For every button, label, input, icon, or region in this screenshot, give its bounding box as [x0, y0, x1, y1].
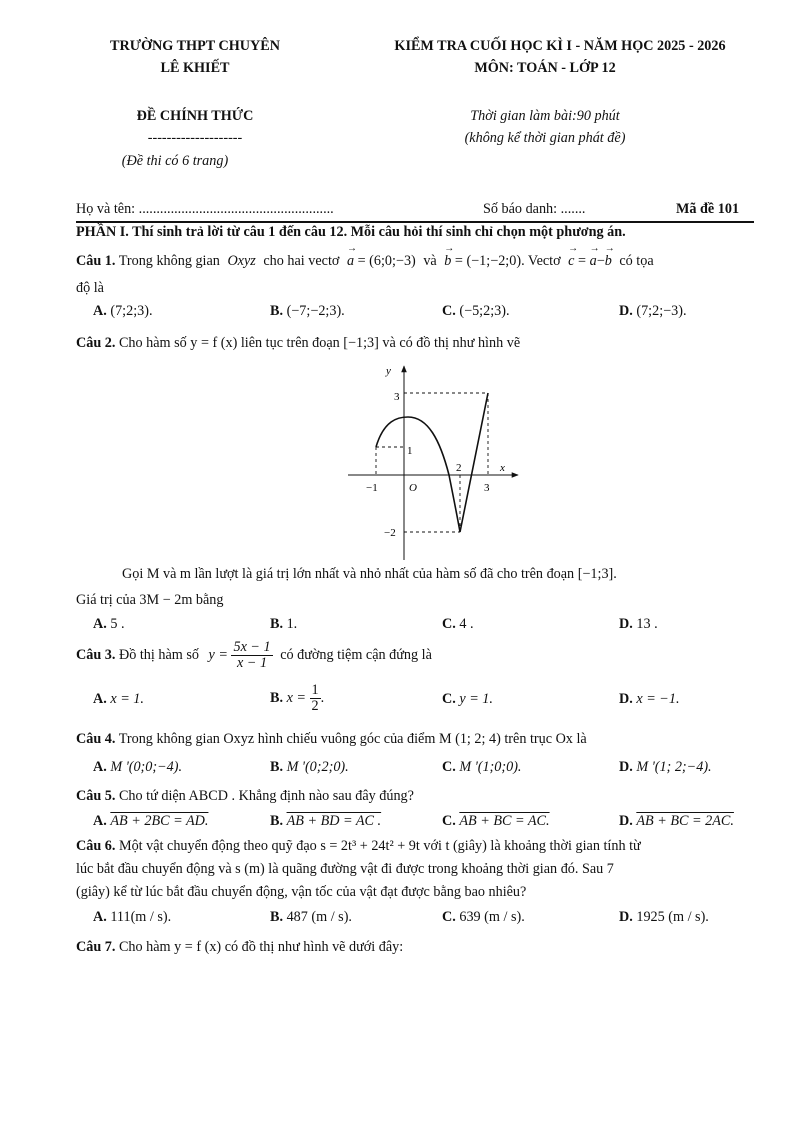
q4-option-b[interactable]: B. M '(0;2;0). — [270, 759, 349, 775]
q6-option-d[interactable]: D. 1925 (m / s). — [619, 909, 709, 925]
function-curve — [376, 393, 488, 532]
q5-option-c[interactable]: C. AB + BC = AC. — [442, 813, 550, 829]
q1-option-d[interactable]: D. (7;2;−3). — [619, 303, 687, 319]
question-6-line2: lúc bắt đầu chuyển động và s (m) là quãng đường vật đi được trong khoảng thời gian đó. Sau 7 — [76, 861, 614, 877]
q3-option-d[interactable]: D. x = −1. — [619, 691, 680, 707]
official-label: ĐỀ CHÍNH THỨC — [136, 108, 254, 124]
q3-fraction: $\frac{5x - 1}{x - 1}$ — [233, 639, 271, 671]
q6-option-a[interactable]: A. 111(m / s). — [93, 909, 172, 925]
q6-option-b[interactable]: B. 487 (m / s). — [270, 909, 352, 925]
q3-option-c[interactable]: C. y = 1. — [442, 691, 493, 707]
guide-lines — [376, 393, 488, 532]
q5-option-d[interactable]: D. AB + BC = 2AC. — [619, 813, 734, 829]
x-tick-3: 3 — [484, 482, 490, 494]
question-7: Câu 7. Cho hàm y = f (x) có đồ thị như hình vẽ dưới đây: — [76, 939, 404, 955]
exam-time: Thời gian làm bài:90 phút — [470, 108, 620, 124]
question-1-line2: độ là — [76, 280, 104, 296]
question-6-line3: (giây) kể từ lúc bắt đầu chuyển động, vận tốc của vật đạt được bằng bao nhiêu? — [76, 884, 527, 900]
question-5: Câu 5. Cho tứ diện ABCD . Khẳng định nào sau đây đúng? — [76, 788, 414, 804]
exam-code: Mã đề 101 — [676, 201, 740, 217]
q5-option-a[interactable]: A. AB + 2BC = AD. — [93, 813, 209, 829]
header-divider — [76, 221, 754, 223]
question-2: Câu 2. Cho hàm số y = f (x) liên tục trên đoạn [−1;3] và có đồ thị như hình vẽ — [76, 335, 521, 351]
origin-label: O — [409, 482, 417, 494]
q1-option-b[interactable]: B. (−7;−2;3). — [270, 303, 345, 319]
part1-heading: PHẦN I. Thí sinh trả lời từ câu 1 đến câu 12. Mỗi câu hỏi thí sinh chỉ chọn một phương án. — [76, 224, 626, 240]
q2-option-a[interactable]: A. 5 . — [93, 616, 125, 632]
q3-option-a[interactable]: A. x = 1. — [93, 691, 144, 707]
q6-option-c[interactable]: C. 639 (m / s). — [442, 909, 525, 925]
school-name-line2: LÊ KHIẾT — [160, 60, 230, 76]
question-2-ask: Giá trị của 3M − 2m bằng — [76, 592, 224, 608]
q4-option-d[interactable]: D. M '(1; 2;−4). — [619, 759, 712, 775]
exam-title: KIỂM TRA CUỐI HỌC KÌ I - NĂM HỌC 2025 - 2026 — [394, 38, 726, 54]
exam-time-note: (không kể thời gian phát đề) — [464, 130, 626, 146]
official-dashes: -------------------- — [147, 130, 243, 146]
question-4: Câu 4. Trong không gian Oxyz hình chiếu vuông góc của điểm M (1; 2; 4) trên trục Ox là — [76, 731, 587, 747]
q3-option-b[interactable]: B. x = $\frac{1}{2}$ . — [270, 682, 325, 714]
name-field: Họ và tên: ....................................................... — [76, 201, 334, 217]
q2-option-c[interactable]: C. 4 . — [442, 616, 474, 632]
x-tick-neg1: −1 — [366, 482, 378, 494]
q4-option-c[interactable]: C. M '(1;0;0). — [442, 759, 522, 775]
q5-option-b[interactable]: B. AB + BD = AC . — [270, 813, 382, 829]
question-2-after: Gọi M và m lần lượt là giá trị lớn nhất và nhỏ nhất của hàm số đã cho trên đoạn [−1;3]. — [122, 566, 617, 582]
x-axis-label: x — [500, 462, 505, 474]
q1-option-c[interactable]: C. (−5;2;3). — [442, 303, 510, 319]
y-tick-neg2: −2 — [384, 527, 396, 539]
q4-option-a[interactable]: A. M '(0;0;−4). — [93, 759, 183, 775]
question-6: Câu 6. Một vật chuyển động theo quỹ đạo s = 2t³ + 24t² + 9t với t (giây) là khoảng thời gian tính từ — [76, 838, 641, 854]
x-tick-2: 2 — [456, 462, 462, 474]
exam-subject: MÔN: TOÁN - LỚP 12 — [474, 60, 616, 76]
question-1: Câu 1. Trong không gian Oxyz cho hai vectơ → a = (6;0;−3) và → b = (−1;−2;0). Vectơ → c = → a−→ b có tọa — [76, 253, 654, 270]
q1-option-a[interactable]: A. (7;2;3). — [93, 303, 153, 319]
pages-note: (Đề thi có 6 trang) — [121, 153, 229, 169]
y-tick-1: 1 — [407, 445, 413, 457]
q2-option-b[interactable]: B. 1. — [270, 616, 298, 632]
id-field: Số báo danh: ....... — [483, 201, 586, 217]
y-tick-3: 3 — [394, 391, 400, 403]
q2-function-graph — [340, 360, 530, 565]
q2-option-d[interactable]: D. 13 . — [619, 616, 658, 632]
question-label: Câu 1. — [76, 253, 116, 269]
y-axis-label: y — [386, 365, 391, 377]
question-3: Câu 3. Đồ thị hàm số y = $\frac{5x - 1}{x - 1}$ có đường tiệm cận đứng là — [76, 639, 432, 671]
school-name-line1: TRƯỜNG THPT CHUYÊN — [109, 38, 280, 54]
